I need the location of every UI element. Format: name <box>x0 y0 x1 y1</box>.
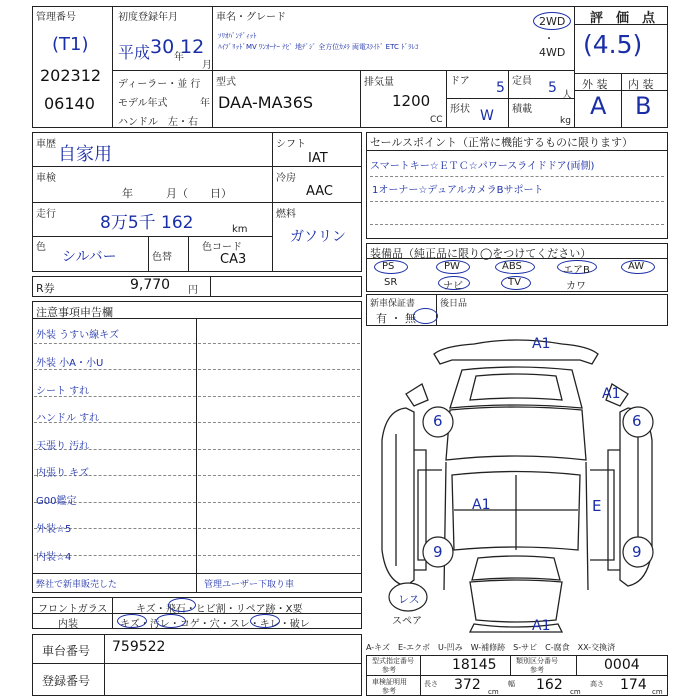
drive-2wd: 2WD <box>539 15 566 28</box>
width-label: 幅 <box>508 680 515 688</box>
chassis-value: 759522 <box>112 639 166 655</box>
interior-options: キズ・汚レ・コゲ・穴・スレ・キレ・破レ <box>120 619 310 630</box>
note-footer-left: 弊社で新車販売した <box>36 580 118 590</box>
notes-title: 注意事項申告欄 <box>36 306 113 319</box>
type-value: DAA-MA36S <box>218 93 314 112</box>
chassis-label: 車台番号 <box>42 644 91 658</box>
spare-label: スペア <box>392 616 422 627</box>
note-row: ハンドル すれ <box>36 413 100 424</box>
first-reg-year: 30 <box>150 36 175 58</box>
damage-mark-front: A1 <box>532 618 551 634</box>
grade-line2: ﾊｲﾌﾞﾘｯﾄﾞMV ﾜﾝｵｰﾅｰ ﾅﾋﾞ 地ﾃﾞｼﾞ 全方位ｶﾒﾗ 両電ｽﾗｲﾄﾞ ETC ﾄﾞﾗﾚｺ <box>218 43 419 51</box>
height-label: 高さ <box>590 680 604 688</box>
damage-legend: A-キズ E-エクボ U-凹み W-補修跡 S-サビ C-腐食 XX-交換済 <box>366 643 616 652</box>
length-value: 372 <box>454 677 481 693</box>
tire-mark-front-right: 9 <box>632 543 642 561</box>
equip-airbag: エアB <box>563 265 590 276</box>
first-reg-era: 平成 <box>118 43 151 62</box>
type-designation-label: 型式指定番号 <box>372 657 414 665</box>
mgmt-number-line2: 202312 <box>40 66 102 85</box>
class-value: 0004 <box>604 657 640 673</box>
shape-label: 形状 <box>450 104 470 115</box>
equip-pw: PW <box>444 261 460 272</box>
mgmt-number-label: 管理番号 <box>36 12 76 23</box>
equip-tv: TV <box>508 277 521 288</box>
warranty-value: 有 ・ 無 <box>376 312 416 325</box>
spare-status: レス <box>398 593 420 606</box>
displacement-label: 排気量 <box>364 77 394 88</box>
exterior-label: 外 装 <box>582 78 608 91</box>
first-reg-month: 12 <box>180 36 205 58</box>
equip-abs: ABS <box>502 261 522 272</box>
fuel-label: 燃料 <box>276 209 296 220</box>
front-glass-options: キズ・飛石・ヒビ割・リペア跡・X要 <box>136 604 303 615</box>
tire-mark-rear-left: 6 <box>433 412 443 430</box>
sales-point-title: セールスポイント（正常に機能するものに限ります） <box>370 136 634 149</box>
mileage-label: 走行 <box>36 209 56 220</box>
fuel-value: ガソリン <box>290 229 346 245</box>
sales-point-line1: スマートキー☆ＥＴＣ☆パワースライドドア(両側) <box>370 161 595 172</box>
registration-label: 登録番号 <box>42 674 91 688</box>
model-year-label: モデル年式 <box>118 98 168 109</box>
damage-mark-rear-right: A1 <box>602 386 621 402</box>
door-label: ドア <box>450 76 470 87</box>
interior-label-2: 内装 <box>58 619 78 630</box>
mgmt-number-line1: (T1) <box>52 34 89 55</box>
tire-mark-rear-right: 6 <box>632 412 642 430</box>
interior-grade: B <box>635 92 652 120</box>
history-label: 車歴 <box>36 139 56 150</box>
dealer-label: ディーラー・並 行 <box>118 79 201 90</box>
front-glass-label: フロントガラス <box>38 604 108 615</box>
equip-ps: PS <box>382 261 395 272</box>
color-code-label: 色コード <box>202 242 242 253</box>
capacity-value: 5 <box>548 80 557 96</box>
header-block <box>32 6 668 128</box>
note-footer-right: 管理ユーザー下取り車 <box>204 580 295 590</box>
history-value: 自家用 <box>58 144 112 165</box>
note-row: 外装☆5 <box>36 524 72 535</box>
cert-label: 車検証明用 <box>372 678 407 686</box>
equip-leather: カワ <box>566 281 586 292</box>
note-row: 外装 小A・小U <box>36 358 104 369</box>
note-row: 内装☆4 <box>36 552 72 563</box>
interior-label: 内 装 <box>628 78 654 91</box>
recycle-value: 9,770 <box>130 277 171 293</box>
tire-mark-front-left: 9 <box>433 543 443 561</box>
shape-value: W <box>480 108 494 124</box>
type-designation-value: 18145 <box>452 657 497 673</box>
type-label: 型式 <box>216 77 236 88</box>
equipment-title: 装備品（純正品に限り◯をつけてください） <box>370 247 592 260</box>
shift-value: IAT <box>308 151 328 166</box>
class-label: 類別区分番号 <box>516 657 558 665</box>
load-label: 積載 <box>512 104 532 115</box>
first-reg-label: 初度登録年月 <box>118 12 178 23</box>
note-row: 外装 うすい線キズ <box>36 330 119 341</box>
damage-mark-left: A1 <box>472 497 491 513</box>
height-value: 174 <box>620 677 647 693</box>
length-label: 長さ <box>424 680 438 688</box>
color-code-value: CA3 <box>220 252 247 267</box>
note-row: G00鑑定 <box>36 496 77 507</box>
mgmt-number-line3: 06140 <box>44 94 95 113</box>
car-name-label: 車名・グレード <box>216 12 286 23</box>
score-value: (4.5) <box>583 30 643 59</box>
note-row: シート すれ <box>36 386 90 397</box>
displacement-value: 1200 <box>392 92 431 110</box>
exterior-grade: A <box>590 92 607 120</box>
inspection-value: 年 月（ 日） <box>122 187 232 200</box>
color-value: シルバー <box>62 249 117 265</box>
damage-mark-right: E <box>592 497 602 515</box>
note-row: 内張り キズ <box>36 468 89 479</box>
ac-label: 冷房 <box>276 173 296 184</box>
door-value: 5 <box>496 80 505 96</box>
shift-label: シフト <box>276 139 306 150</box>
recycle-label: R券 <box>36 282 55 295</box>
car-diagram <box>366 330 668 635</box>
damage-mark-rear: A1 <box>532 336 551 352</box>
note-row: 天張り 汚れ <box>36 441 90 452</box>
color-label: 色 <box>36 242 46 253</box>
equip-aw: AW <box>628 261 645 272</box>
inspection-label: 車検 <box>36 173 56 184</box>
repaint-label: 色替 <box>152 252 172 263</box>
grade-line1: ｿﾘｵﾊﾞﾝﾃﾞｨｯﾄ <box>218 32 257 40</box>
handle-label: ハンドル 左・右 <box>118 117 198 128</box>
ac-value: AAC <box>306 184 333 199</box>
warranty-label: 新車保証書 <box>370 299 416 309</box>
capacity-label: 定員 <box>512 76 532 87</box>
score-label: 評 価 点 <box>590 11 656 26</box>
mileage-value: 8万5千 162 <box>100 213 194 233</box>
drive-4wd: 4WD <box>539 46 566 59</box>
sales-point-line2: 1オーナー☆デュアルカメラBサポート <box>372 185 544 196</box>
width-value: 162 <box>536 677 563 693</box>
equip-navi: ナビ <box>443 281 463 292</box>
later-items-label: 後日品 <box>440 299 468 309</box>
equip-sr: SR <box>384 277 398 288</box>
